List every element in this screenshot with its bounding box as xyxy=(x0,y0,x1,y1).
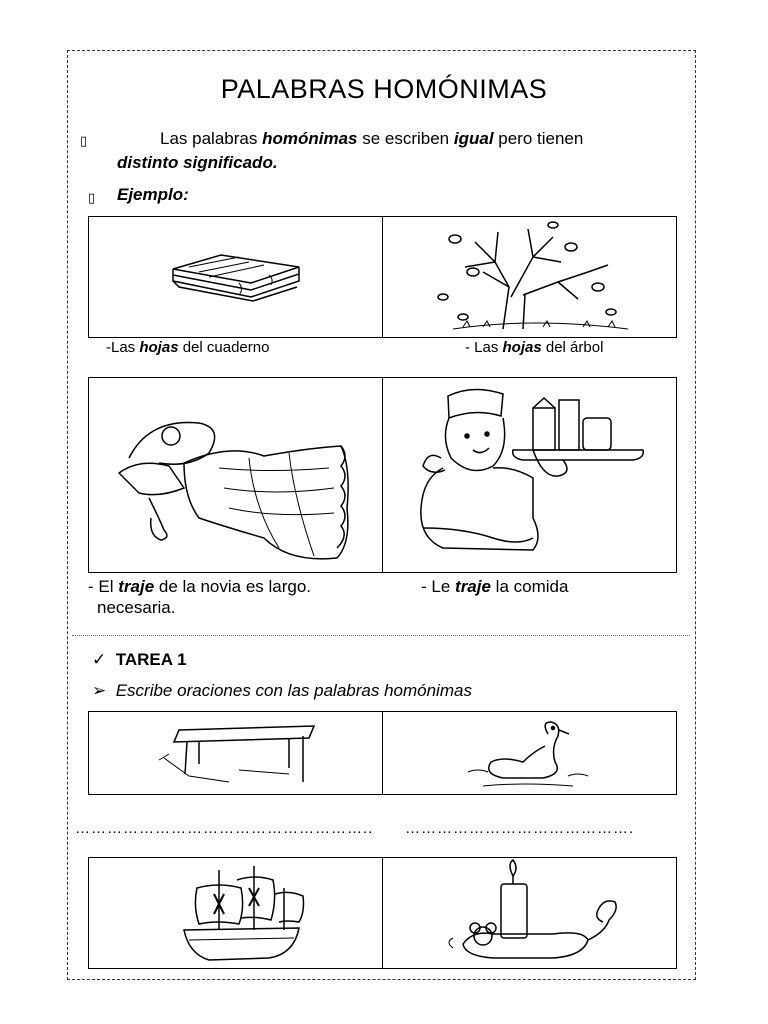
caption-hojas-arbol: - Las hojas del árbol xyxy=(465,339,604,356)
image-pair-2 xyxy=(88,857,677,969)
wedding-dress-icon xyxy=(89,378,382,572)
term-igual: igual xyxy=(453,129,494,148)
ship-icon xyxy=(89,858,382,968)
caption-traje-comida: - Le traje la comida xyxy=(421,577,569,596)
notebook-leaves-icon xyxy=(89,217,382,337)
image-pair-1 xyxy=(88,711,677,795)
image-pair-traje xyxy=(88,377,677,573)
caption-traje-novia: - El traje de la novia es largo. xyxy=(88,577,312,596)
caption-hojas-cuaderno: -Las hojas del cuaderno xyxy=(106,339,270,356)
image-pair-hojas xyxy=(88,216,677,338)
table-icon xyxy=(89,712,382,794)
answer-line-right[interactable]: ……………………………………. xyxy=(405,820,635,837)
example-label: Ejemplo: xyxy=(117,185,189,204)
section-divider xyxy=(72,635,690,636)
waiter-tray-icon xyxy=(383,378,676,572)
caption-traje-line-2: necesaria. xyxy=(97,598,176,617)
arrow-bullet-icon: ➢ xyxy=(92,681,107,700)
term-homonimas: homónimas xyxy=(262,129,358,148)
definition-line-2: distinto significado. xyxy=(117,153,278,172)
page-title: PALABRAS HOMÓNIMAS xyxy=(220,74,548,104)
check-icon: ✓ xyxy=(92,650,107,669)
definition-bullet: ▯ xyxy=(80,133,88,148)
tree-leaves-icon xyxy=(383,217,676,337)
task-instruction: ➢ Escribe oraciones con las palabras homónimas xyxy=(92,681,472,700)
definition-line-1: Las palabras homónimas se escriben igual pero tienen xyxy=(160,129,584,148)
answer-line-left[interactable]: ……………………………………………….. xyxy=(75,820,374,837)
candle-mouse-icon xyxy=(383,858,676,968)
example-bullet: ▯ xyxy=(88,190,96,205)
swan-icon xyxy=(383,712,676,794)
task-heading: ✓ TAREA 1 xyxy=(92,650,187,669)
